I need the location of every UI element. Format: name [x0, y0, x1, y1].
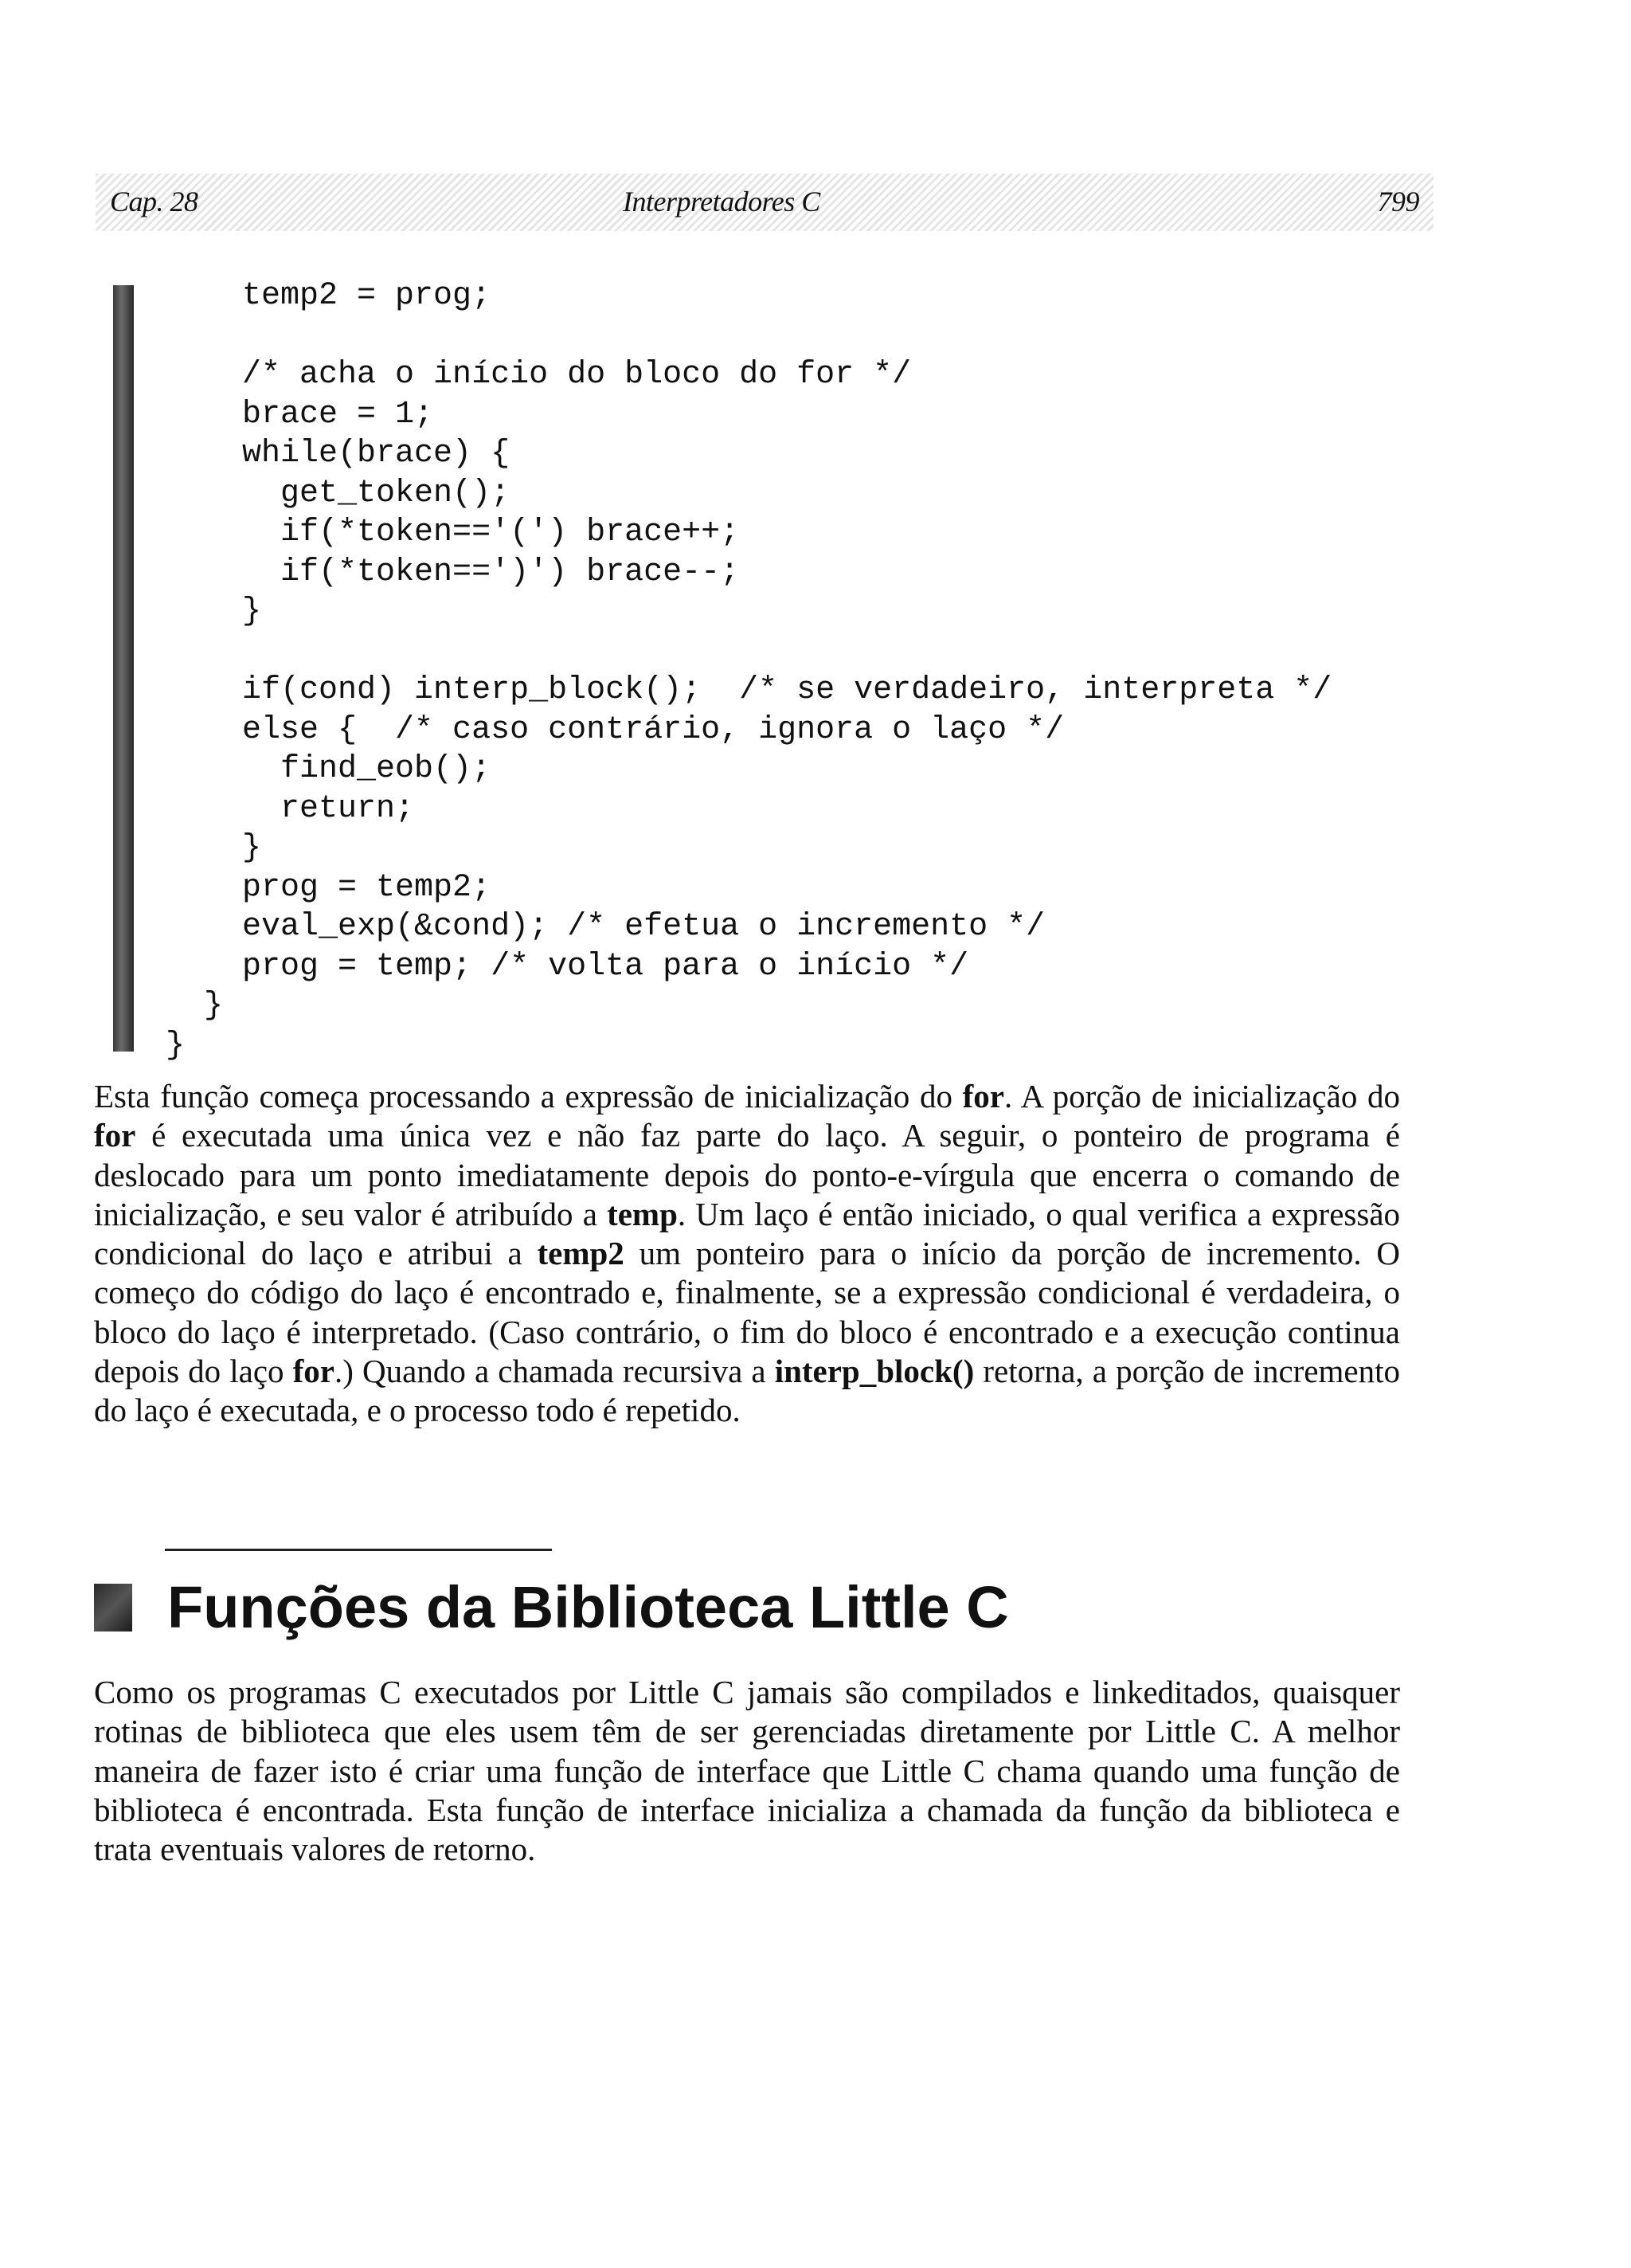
code-line: else { /* caso contrário, ignora o laço */ — [166, 711, 1065, 748]
section-title: Funções da Biblioteca Little C — [167, 1574, 1009, 1640]
bold-term: for — [292, 1353, 335, 1390]
section-marker-icon — [94, 1584, 132, 1631]
code-margin-bar — [113, 285, 134, 1052]
page-number: 799 — [1377, 186, 1419, 217]
code-line: } — [166, 593, 262, 629]
code-line: if(cond) interp_block(); /* se verdadeiro, interpreta */ — [166, 672, 1332, 708]
text-run: um ponteiro para o início da porção de incremento. O começo do código do laço é encontrado e, finalmente, se a expressão condicional é verdadeira, o bloco do laço é interpretado. (Caso contrário, o fim do bloco é encontrado e a execução continua depois do laço — [94, 1235, 1400, 1390]
text-run: Esta função começa processando a expressão de inicialização do — [94, 1078, 963, 1114]
bold-term: for — [962, 1078, 1004, 1114]
code-line: if(*token=='(') brace++; — [166, 515, 740, 550]
code-line: brace = 1; — [166, 396, 434, 433]
code-line: return; — [166, 790, 415, 827]
code-line: prog = temp2; — [166, 869, 491, 906]
code-line: } — [166, 1027, 186, 1063]
code-line: eval_exp(&cond); /* efetua o incremento */ — [166, 909, 1046, 945]
bold-term: temp2 — [537, 1235, 624, 1272]
text-run: . A porção de inicialização do — [1003, 1078, 1400, 1114]
body-paragraph-1 — [94, 1077, 1400, 1431]
code-line: if(*token==')') brace--; — [166, 554, 740, 590]
chapter-label: Cap. 28 — [110, 186, 198, 217]
code-line: find_eob(); — [166, 751, 491, 787]
body-paragraph-2: Como os programas C executados por Little C jamais são compilados e linkeditados, quaisquer rotinas de biblioteca que eles usem têm de ser gerenciadas diretamente por Little C. A melhor maneira de fazer isto é criar uma função de interface que Little C chama quando uma função de biblioteca é encontrada. Esta função de interface inicializa a chamada da função da biblioteca e trata eventuais valores de retorno. — [94, 1674, 1400, 1868]
bold-term: interp_block() — [774, 1353, 975, 1390]
code-line: /* acha o início do bloco do for */ — [166, 357, 912, 393]
text-run: retorna, a porção de incremento do laço é executada, e o processo todo é repetido. — [94, 1353, 1400, 1429]
code-line: temp2 = prog; — [166, 278, 491, 314]
code-line: while(brace) { — [166, 436, 510, 472]
text-run: é executada uma única vez e não faz parte do laço. A seguir, o ponteiro de programa é deslocado para um ponto imediatamente depois do ponto-e-vírgula que encerra o comando de inicialização, e seu valor é atribuído a — [94, 1117, 1400, 1232]
code-line: prog = temp; /* volta para o início */ — [166, 948, 969, 985]
code-line: } — [166, 988, 224, 1024]
code-line: } — [166, 830, 262, 866]
text-run: .) Quando a chamada recursiva a — [334, 1353, 775, 1390]
code-line: get_token(); — [166, 475, 510, 511]
text-run: . Um laço é então iniciado, o qual verifica a expressão condicional do laço e atribui a — [94, 1195, 1401, 1272]
bold-term: temp — [607, 1195, 678, 1232]
bold-term: for — [94, 1117, 136, 1154]
section-rule — [165, 1549, 552, 1551]
running-header — [96, 174, 1433, 231]
code-listing — [166, 276, 1332, 1065]
running-title: Interpretadores C — [623, 186, 820, 217]
